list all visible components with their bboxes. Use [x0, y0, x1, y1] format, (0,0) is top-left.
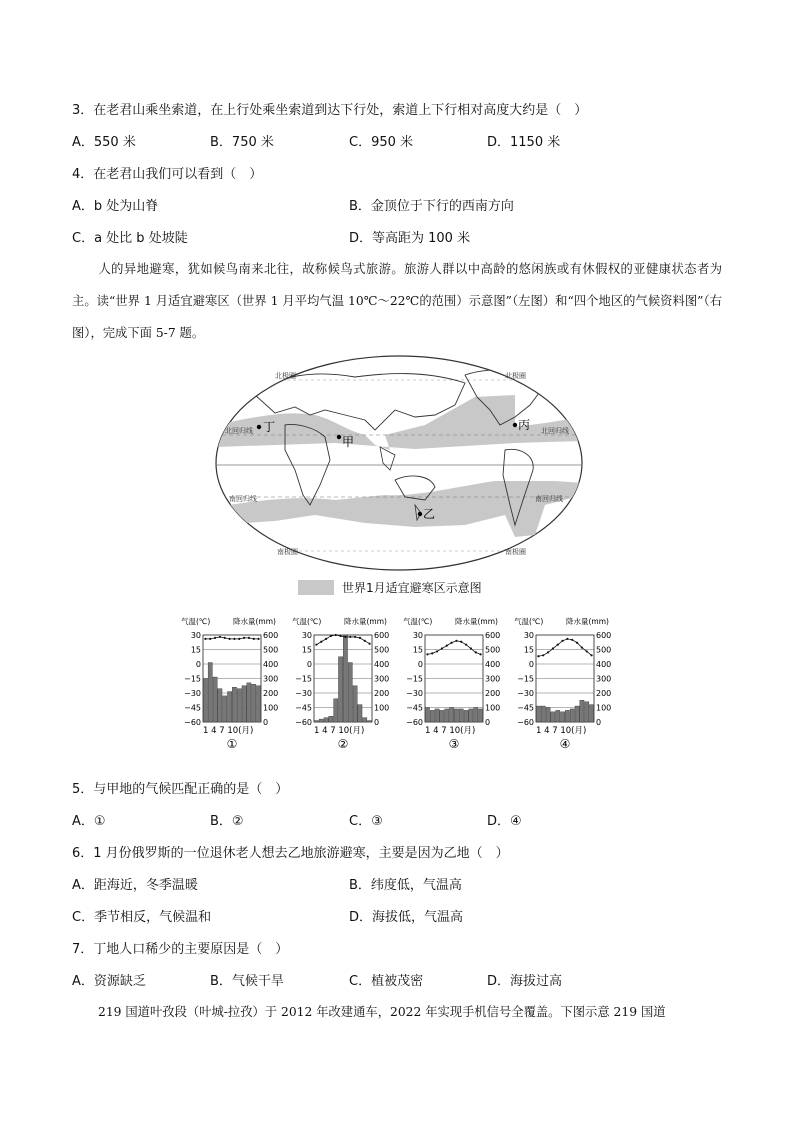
temp-tick-label: 15: [190, 645, 201, 655]
q5-option-a: A．①: [72, 814, 106, 829]
precip-bar: [227, 692, 231, 722]
yi-point: [418, 512, 422, 516]
precip-bar: [575, 706, 579, 722]
precip-bar: [464, 710, 468, 722]
precip-tick-label: 0: [374, 718, 380, 727]
precip-tick-label: 500: [485, 645, 501, 655]
climate-chart-2-svg: [292, 615, 396, 765]
temp-tick-label: −45: [406, 703, 423, 713]
temp-point: [224, 637, 226, 639]
precip-tick-label: 600: [374, 631, 390, 640]
temp-point: [446, 645, 448, 647]
q5-option-d: D．④: [487, 814, 522, 829]
precip-tick-label: 0: [485, 718, 491, 727]
jia-point: [337, 435, 341, 439]
temp-tick-label: 30: [190, 631, 201, 640]
precip-tick-label: 100: [596, 703, 612, 713]
antarctic-label-left: 南极圈: [277, 548, 298, 556]
temp-point: [479, 653, 481, 655]
temp-tick-label: −15: [295, 674, 312, 684]
temp-point: [354, 636, 356, 638]
precip-bar: [560, 712, 564, 722]
temp-tick-label: −45: [184, 703, 201, 713]
q3-option-d: D．1150 米: [487, 135, 561, 150]
temp-point: [431, 652, 433, 654]
precip-tick-label: 0: [263, 718, 269, 727]
precip-bar: [343, 635, 347, 722]
precip-bar: [367, 721, 371, 722]
chart-number: ③: [448, 737, 460, 751]
temp-point: [368, 643, 370, 645]
precip-bar: [363, 718, 367, 722]
jia-label: 甲: [342, 435, 355, 449]
q4-option-d: D．等高距为 100 米: [349, 231, 471, 246]
precip-bar: [223, 696, 227, 722]
temp-axis-title: 气温(℃): [292, 617, 322, 626]
temp-point: [330, 635, 332, 637]
temp-tick-label: −60: [517, 718, 534, 727]
temp-tick-label: −30: [184, 689, 201, 698]
precip-bar: [546, 708, 550, 723]
precip-tick-label: 100: [374, 703, 390, 713]
temp-tick-label: −15: [406, 674, 423, 684]
temp-point: [214, 637, 216, 639]
precip-bar: [213, 677, 217, 722]
chart-number: ④: [559, 737, 571, 751]
precip-bar: [469, 709, 473, 722]
chart-number: ①: [226, 737, 238, 751]
q6-option-a: A．距海近，冬季温暖: [72, 878, 198, 893]
climate-chart-1: [181, 615, 285, 765]
temp-point: [325, 638, 327, 640]
temp-tick-label: 15: [523, 645, 534, 655]
precip-bar: [445, 709, 449, 722]
legend-swatch: [298, 580, 334, 595]
antarctic-label-right: 南极圈: [505, 548, 526, 556]
temp-axis-title: 气温(℃): [181, 617, 211, 626]
legend-text: 世界1月适宜避寒区示意图: [342, 581, 482, 595]
temp-tick-label: 15: [301, 645, 312, 655]
q4-option-c: C．a 处比 b 处坡陡: [72, 231, 188, 246]
precip-bar: [425, 708, 429, 723]
climate-chart-3: [403, 615, 507, 765]
precip-bar: [454, 709, 458, 722]
q4-option-a: A．b 处为山脊: [72, 199, 159, 214]
temp-point: [460, 641, 462, 643]
q7-option-b: B．气候干旱: [210, 974, 284, 989]
temp-axis-title: 气温(℃): [403, 617, 433, 626]
q3-option-c: C．950 米: [349, 135, 414, 150]
temp-tick-label: 30: [523, 631, 534, 640]
temp-tick-label: −60: [406, 718, 423, 727]
precip-bar: [203, 679, 207, 723]
temp-point: [552, 647, 554, 649]
world-map-figure: [215, 355, 583, 571]
question-7-stem: 7．丁地人口稀少的主要原因是（ ）: [72, 942, 289, 957]
precip-bar: [430, 710, 434, 722]
temp-tick-label: 0: [306, 660, 312, 669]
temp-tick-label: −60: [184, 718, 201, 727]
precip-bar: [551, 712, 555, 722]
temp-tick-label: −45: [517, 703, 534, 713]
temp-tick-label: −15: [184, 674, 201, 684]
tropic-cancer-label-right: 北回归线: [541, 427, 569, 435]
temp-point: [436, 650, 438, 652]
precip-bar: [338, 657, 342, 722]
temp-tick-label: 15: [412, 645, 423, 655]
precip-tick-label: 200: [485, 689, 501, 698]
temp-point: [586, 650, 588, 652]
precip-bar: [329, 716, 333, 722]
temp-tick-label: −15: [517, 674, 534, 684]
precip-bar: [324, 718, 328, 722]
temp-tick-label: −30: [517, 689, 534, 698]
q4-option-b: B．金顶位于下行的西南方向: [349, 199, 514, 214]
temp-tick-label: 30: [301, 631, 312, 640]
yi-label: 乙: [423, 507, 436, 521]
precip-bar: [334, 699, 338, 722]
temp-point: [219, 636, 221, 638]
temp-point: [233, 638, 235, 640]
temp-point: [257, 638, 259, 640]
temp-point: [581, 646, 583, 648]
precip-tick-label: 500: [263, 645, 279, 655]
precip-bar: [580, 700, 584, 722]
temp-point: [344, 636, 346, 638]
arctic-label: 北极圈: [275, 372, 296, 380]
precip-bar: [541, 706, 545, 722]
temp-point: [335, 634, 337, 636]
temp-line: [205, 637, 258, 639]
reading-passage: 人的异地避寒，犹如候鸟南来北往，故称候鸟式旅游。旅游人群以中高龄的悠闲族或有休假权的亚健康状态者为主。读“世界 1 月适宜避寒区（世界 1 月平均气温 10℃～22℃的范围）示意图”（左图）和“四个地区的气候资料图”（右图），完成下面 5-7 题。: [72, 262, 722, 340]
climate-chart-2: [292, 615, 396, 765]
precip-bar: [237, 689, 241, 722]
temp-point: [561, 640, 563, 642]
temp-tick-label: 30: [412, 631, 423, 640]
precip-axis-title: 降水量(mm): [233, 617, 276, 626]
precip-bar: [570, 709, 574, 722]
precip-tick-label: 500: [374, 645, 390, 655]
temp-line: [427, 641, 480, 655]
temp-point: [576, 642, 578, 644]
temp-point: [542, 654, 544, 656]
precip-tick-label: 400: [374, 660, 390, 669]
tropic-capricorn-label-left: 南回归线: [229, 495, 257, 503]
precip-tick-label: 600: [485, 631, 501, 640]
temp-point: [426, 653, 428, 655]
precip-bar: [449, 708, 453, 723]
temp-point: [359, 637, 361, 639]
precip-tick-label: 0: [596, 718, 602, 727]
precip-bar: [585, 702, 589, 722]
temp-point: [238, 638, 240, 640]
temp-point: [455, 640, 457, 642]
temp-point: [204, 638, 206, 640]
precip-tick-label: 400: [596, 660, 612, 669]
temp-point: [441, 647, 443, 649]
precip-bar: [242, 686, 246, 722]
bing-label: 丙: [518, 418, 531, 432]
precip-tick-label: 600: [263, 631, 279, 640]
temp-point: [590, 654, 592, 656]
temp-line: [538, 639, 591, 656]
q5-option-c: C．③: [349, 814, 383, 829]
q6-option-d: D．海拔低，气温高: [349, 910, 464, 925]
month-axis-label: 1 4 7 10(月): [536, 726, 587, 736]
precip-tick-label: 300: [263, 674, 279, 684]
climate-chart-1-svg: [181, 615, 285, 765]
question-6-stem: 6．1 月份俄罗斯的一位退休老人想去乙地旅游避寒，主要是因为乙地（ ）: [72, 846, 509, 861]
temp-point: [253, 638, 255, 640]
precip-tick-label: 300: [485, 674, 501, 684]
q5-option-b: B．②: [210, 814, 244, 829]
month-axis-label: 1 4 7 10(月): [425, 726, 476, 736]
precip-bar: [358, 705, 362, 722]
q7-option-c: C．植被茂密: [349, 974, 424, 989]
precip-axis-title: 降水量(mm): [455, 617, 498, 626]
precip-bar: [232, 687, 236, 722]
precip-bar: [319, 719, 323, 722]
precip-bar: [565, 710, 569, 722]
temp-point: [470, 647, 472, 649]
temp-point: [349, 636, 351, 638]
temp-tick-label: −45: [295, 703, 312, 713]
question-3-stem: 3．在老君山乘坐索道，在上行处乘坐索道到达下行处，索道上下行相对高度大约是（ ）: [72, 103, 588, 118]
precip-bar: [459, 709, 463, 722]
temp-tick-label: −60: [295, 718, 312, 727]
precip-tick-label: 500: [596, 645, 612, 655]
ding-label: 丁: [263, 420, 276, 434]
temp-point: [209, 638, 211, 640]
precip-bar: [314, 721, 318, 722]
q7-option-a: A．资源缺乏: [72, 974, 146, 989]
temp-point: [315, 644, 317, 646]
climate-chart-4-svg: [514, 615, 618, 765]
bing-point: [513, 423, 517, 427]
precip-axis-title: 降水量(mm): [566, 617, 609, 626]
q3-option-b: B．750 米: [210, 135, 274, 150]
precip-tick-label: 100: [263, 703, 279, 713]
temp-point: [465, 644, 467, 646]
temp-point: [450, 642, 452, 644]
precip-bar: [478, 709, 482, 722]
temp-point: [339, 635, 341, 637]
precip-tick-label: 300: [596, 674, 612, 684]
temp-axis-title: 气温(℃): [514, 617, 544, 626]
temp-point: [547, 651, 549, 653]
precip-bar: [474, 708, 478, 723]
precip-bar: [435, 709, 439, 722]
temp-point: [537, 655, 539, 657]
chart-number: ②: [337, 737, 349, 751]
tropic-cancer-label-left: 北回归线: [225, 427, 253, 435]
temp-point: [557, 644, 559, 646]
month-axis-label: 1 4 7 10(月): [203, 726, 254, 736]
q7-option-d: D．海拔过高: [487, 974, 563, 989]
precip-tick-label: 200: [374, 689, 390, 698]
precip-bar: [589, 705, 593, 722]
temp-tick-label: 0: [195, 660, 201, 669]
precip-bar: [536, 706, 540, 722]
climate-chart-3-svg: [403, 615, 507, 765]
temp-point: [228, 638, 230, 640]
precip-bar: [247, 683, 251, 722]
ding-point: [257, 425, 261, 429]
precip-tick-label: 100: [485, 703, 501, 713]
q6-option-b: B．纬度低，气温高: [349, 878, 462, 893]
temp-point: [571, 639, 573, 641]
precip-tick-label: 200: [263, 689, 279, 698]
temp-point: [248, 637, 250, 639]
temp-point: [243, 637, 245, 639]
tropic-capricorn-label-right: 南回归线: [535, 495, 563, 503]
precip-bar: [208, 663, 212, 722]
q3-option-a: A．550 米: [72, 135, 136, 150]
precip-bar: [252, 684, 256, 722]
temp-line: [316, 635, 369, 645]
temp-point: [566, 638, 568, 640]
temp-point: [475, 651, 477, 653]
temp-point: [320, 641, 322, 643]
temp-tick-label: −30: [406, 689, 423, 698]
reading-passage-2: 219 国道叶孜段（叶城-拉孜）于 2012 年改建通车，2022 年实现手机信号全覆盖。下图示意 219 国道: [98, 1005, 666, 1019]
temp-tick-label: 0: [417, 660, 423, 669]
q6-option-c: C．季节相反，气候温和: [72, 910, 212, 925]
precip-tick-label: 300: [374, 674, 390, 684]
precip-bar: [218, 689, 222, 722]
precip-bar: [353, 686, 357, 722]
precip-axis-title: 降水量(mm): [344, 617, 387, 626]
precip-tick-label: 200: [596, 689, 612, 698]
month-axis-label: 1 4 7 10(月): [314, 726, 365, 736]
arctic-label-right: 北极圈: [505, 372, 526, 380]
climate-chart-4: [514, 615, 618, 765]
precip-bar: [256, 686, 260, 722]
precip-bar: [556, 710, 560, 722]
temp-tick-label: −30: [295, 689, 312, 698]
precip-tick-label: 600: [596, 631, 612, 640]
precip-tick-label: 400: [263, 660, 279, 669]
precip-tick-label: 400: [485, 660, 501, 669]
world-map: [215, 355, 583, 571]
precip-bar: [348, 663, 352, 722]
question-5-stem: 5．与甲地的气候匹配正确的是（ ）: [72, 782, 289, 797]
question-4-stem: 4．在老君山我们可以看到（ ）: [72, 167, 263, 182]
precip-bar: [440, 710, 444, 722]
temp-tick-label: 0: [528, 660, 534, 669]
temp-point: [364, 640, 366, 642]
